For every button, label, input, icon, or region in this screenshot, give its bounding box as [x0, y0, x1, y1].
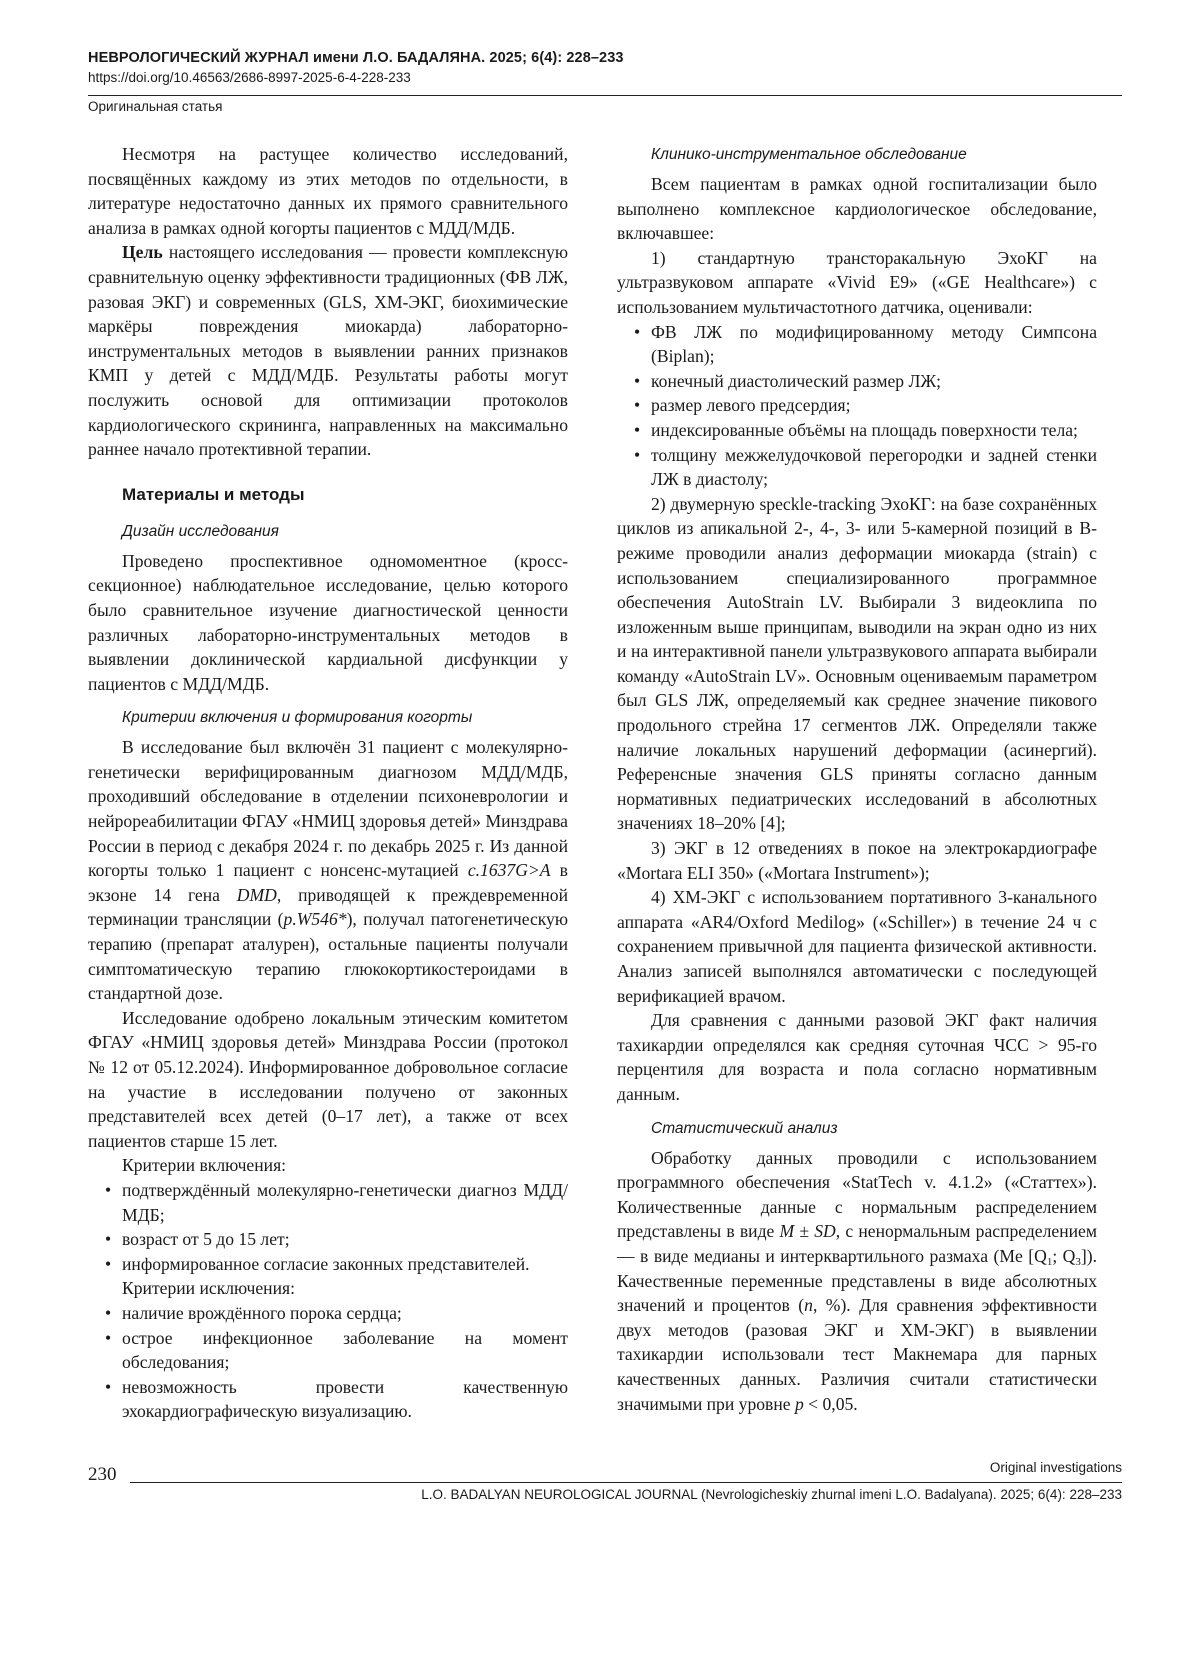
inclusion-list: [88, 1178, 568, 1276]
subsection-title-criteria: Критерии включения и формирования когорты: [122, 709, 473, 727]
exam-intro-paragraph: Всем пациентам в рамках одной госпитализации было выполнено комплексное кардиологическое обследование, включавшее:: [617, 174, 1097, 244]
aim-label: Цель: [122, 242, 163, 263]
protein-notation: p.W546*: [283, 909, 347, 930]
right-column: [617, 143, 1097, 1416]
stats-text-e: , %). Для сравнения эффективности двух методов (разовая ЭКГ и ХМ-ЭКГ) в выявлении тахикардии использовали тест Макнемара для парных качественных данных. Различия считали статистически значимыми при уровне: [617, 1295, 1097, 1414]
doi-link[interactable]: https://doi.org/10.46563/2686-8997-2025-6-4-228-233: [88, 70, 411, 85]
ecg-paragraph: 3) ЭКГ в 12 отведениях в покое на электрокардиографе «Mortara ELI 350» («Mortara Instrument»);: [617, 838, 1097, 883]
q3-subscript: 3: [1075, 1255, 1081, 1268]
list-item: • наличие врождённого порока сердца;: [88, 1301, 568, 1326]
journal-title: НЕВРОЛОГИЧЕСКИЙ ЖУРНАЛ имени Л.О. БАДАЛЯНА. 2025; 6(4): 228–233: [88, 50, 624, 66]
stats-paragraph: [617, 1146, 1097, 1417]
stats-msd: M ± SD: [779, 1221, 836, 1242]
cohort-text-a: В исследование был включён 31 пациент с молекулярно-генетически верифицированным диагнозом МДД/МДБ, проходивший обследование в отделении психоневрологии и нейрореабилитации ФГАУ «НМИЦ здоровья детей» Минздрава России в период с декабря 2024 г. по декабрь 2025 г. Из данной когорты только 1 пациент с нонсенс-мутацией: [88, 737, 568, 881]
stats-text-c: ; Q: [1052, 1245, 1076, 1266]
gene-name: DMD: [236, 884, 277, 905]
q1-subscript: 1: [1046, 1255, 1053, 1268]
design-paragraph: Проведено проспективное одномоментное (кросс-секционное) наблюдательное исследование, целью которого было сравнительное изучение диагностической ценности различных лабораторно-инструментальных методов в выявлении доклинической кардиальной дисфункции у пациентов с МДД/МДБ.: [88, 550, 568, 694]
left-column: [88, 142, 568, 1424]
list-item: • размер левого предсердия;: [617, 393, 1097, 418]
ethics-paragraph: Исследование одобрено локальным этическим комитетом ФГАУ «НМИЦ здоровья детей» Минздрава России (протокол № 12 от 05.12.2024). Информированное добровольное согласие на участие в исследовании получено от законных представителей всех детей (0–17 лет), а также от всех пациентов старше 15 лет.: [88, 1007, 568, 1151]
footer-divider: [130, 1482, 1122, 1483]
stats-text-f: < 0,05.: [803, 1393, 858, 1414]
list-item: • острое инфекционное заболевание на момент обследования;: [88, 1326, 568, 1375]
list-item: • подтверждённый молекулярно-генетически диагноз МДД/МДБ;: [88, 1178, 568, 1227]
cohort-text-c: , приводящей к преждевременной терминации трансляции (: [88, 884, 568, 930]
stats-text-d: ]). Качественные переменные представлены в виде абсолютных значений и процентов (: [617, 1245, 1097, 1316]
list-item: • толщину межжелудочковой перегородки и задней стенки ЛЖ в диастолу;: [617, 443, 1097, 492]
cohort-text-d: ), получал патогенетическую терапию (препарат аталурен), остальные пациенты получали симптоматическую терапию глюкокортикостероидами в стандартной дозе.: [88, 909, 568, 1004]
list-item: • возраст от 5 до 15 лет;: [88, 1227, 568, 1252]
subsection-title-design: Дизайн исследования: [122, 522, 279, 540]
list-item: • невозможность провести качественную эхокардиографическую визуализацию.: [88, 1375, 568, 1424]
stats-n: n: [804, 1295, 813, 1316]
intro-paragraph: Несмотря на растущее количество исследований, посвящённых каждому из этих методов по отдельности, в литературе недостаточно данных их прямого сравнительного анализа в рамках одной когорты пациентов с МДД/МДБ.: [88, 144, 568, 238]
list-item: • информированное согласие законных представителей.: [88, 1252, 568, 1277]
footer-journal-title: L.O. BADALYAN NEUROLOGICAL JOURNAL (Nevrologicheskiy zhurnal imeni L.O. Badalyana). 2025; 6(4): 228–233: [421, 1487, 1122, 1502]
echo-intro-paragraph: 1) стандартную трансторакальную ЭхоКГ на ультразвуковом аппарате «Vivid E9» («GE Healthcare») с использованием мультичастотного датчика, оценивали:: [617, 247, 1097, 317]
aim-text: настоящего исследования — провести комплексную сравнительную оценку эффективности традиционных (ФВ ЛЖ, разовая ЭКГ) и современных (GLS, ХМ-ЭКГ, биохимические маркёры повреждения миокарда) лабораторно-инструментальных методов в выявлении ранних признаков КМП у детей с МДД/МДБ. Результаты работы могут послужить основой для оптимизации протоколов кардиологического скрининга, направленных на максимально раннее начало протективной терапии.: [88, 242, 568, 460]
list-item: • индексированные объёмы на площадь поверхности тела;: [617, 418, 1097, 443]
subsection-title-exam: Клинико-инструментальное обследование: [651, 146, 967, 163]
aim-paragraph: [88, 240, 568, 461]
running-header: [88, 48, 1122, 88]
article-type: Оригинальная статья: [88, 99, 223, 114]
comparison-paragraph: Для сравнения с данными разовой ЭКГ факт наличия тахикардии определялся как средняя суточная ЧСС > 95-го перцентиля для возраста и пола согласно нормативным данным.: [617, 1010, 1097, 1104]
cohort-paragraph: [88, 735, 568, 1006]
stats-text-b: , с ненормальным распределением — в виде медианы и интерквартильного размаха (Me [Q: [617, 1221, 1097, 1266]
page-number: 230: [88, 1464, 117, 1485]
inclusion-label: Критерии включения:: [122, 1155, 287, 1176]
mutation-notation: c.1637G>A: [467, 860, 551, 881]
header-divider: [88, 95, 1122, 96]
stats-text-a: Обработку данных проводили с использованием программного обеспечения «StatTech v. 4.1.2» («Статтех»). Количественные данные с нормальным распределением представлены в виде: [617, 1147, 1097, 1242]
list-item: • конечный диастолический размер ЛЖ;: [617, 369, 1097, 394]
running-footer: [88, 1460, 1122, 1510]
footer-article-type: Original investigations: [989, 1460, 1122, 1475]
cohort-text-b: в экзоне 14 гена: [88, 860, 568, 905]
stats-p: p: [794, 1393, 804, 1414]
speckle-tracking-paragraph: 2) двумерную speckle-tracking ЭхоКГ: на базе сохранённых циклов из апикальной 2-, 4-, 3- или 5-камерной позиций в В-режиме проводили анализ деформации миокарда (strain) с использованием специализированного программное обеспечения AutoStrain LV. Выбирали 3 видеоклипа по изложенным выше принципам, выводили на экран одно из них и на интерактивной панели ультразвукового аппарата выбирали команду «AutoStrain LV». Основным оцениваемым параметром был GLS ЛЖ, определяемый как среднее значение пикового продольного стрейна 17 сегментов ЛЖ. Определяли также наличие локальных нарушений деформации (асинергий). Референсные значения GLS приняты согласно данным нормативных педиатрических исследований в абсолютных значениях 18–20% [4];: [617, 493, 1097, 834]
list-item: • ФВ ЛЖ по модифицированному методу Симпсона (Biplan);: [617, 320, 1097, 369]
section-title-methods: Материалы и методы: [122, 484, 305, 504]
holter-paragraph: 4) ХМ-ЭКГ с использованием портативного 3-канального аппарата «AR4/Oxford Medilog» («Schiller») в течение 24 ч с сохранением привычной для пациента физической активности. Анализ записей выполнялся автоматически с последующей верификацией врачом.: [617, 887, 1097, 1006]
subsection-title-stats: Статистический анализ: [651, 1119, 838, 1137]
echo-parameters-list: [617, 320, 1097, 492]
exclusion-label: Критерии исключения:: [122, 1278, 295, 1299]
exclusion-list: [88, 1301, 568, 1424]
